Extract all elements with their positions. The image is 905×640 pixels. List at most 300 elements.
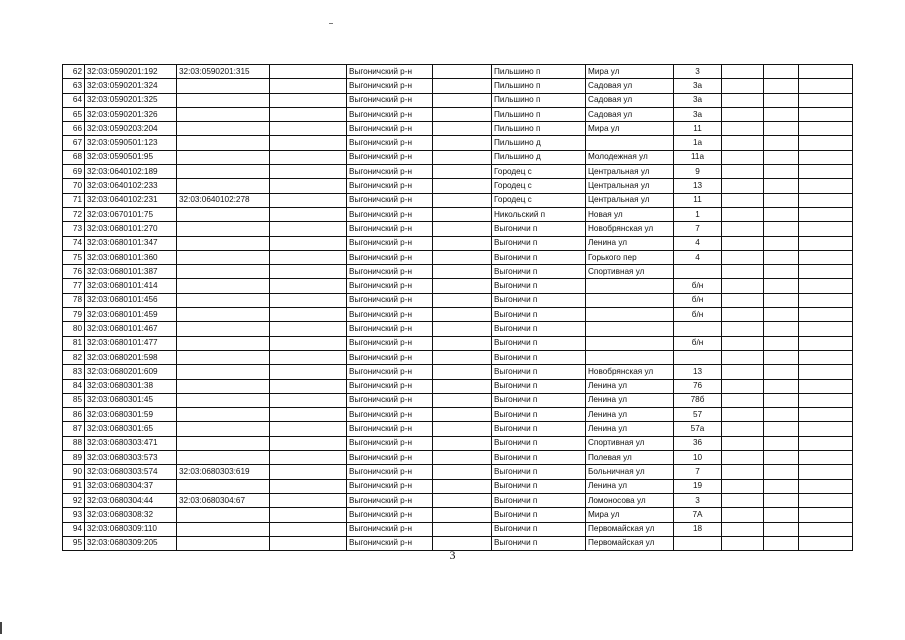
cadastral-number-linked: 32:03:0640102:278: [177, 193, 270, 207]
empty-cell: [722, 136, 764, 150]
empty-cell: [433, 150, 492, 164]
row-number: 79: [63, 308, 85, 322]
empty-cell: [764, 451, 799, 465]
empty-cell: [433, 493, 492, 507]
row-number: 90: [63, 465, 85, 479]
empty-cell: [722, 436, 764, 450]
cadastral-number-linked: [177, 350, 270, 364]
house-number: [674, 322, 722, 336]
house-number: б/н: [674, 308, 722, 322]
empty-cell: [433, 408, 492, 422]
empty-cell: [270, 308, 347, 322]
cadastral-number: 32:03:0670101:75: [85, 207, 177, 221]
cadastral-number-linked: [177, 222, 270, 236]
settlement-name: Выгоничи п: [492, 250, 586, 264]
property-table: [62, 64, 853, 551]
street-name: [586, 308, 674, 322]
empty-cell: [764, 250, 799, 264]
empty-cell: [799, 107, 853, 121]
settlement-name: Выгоничи п: [492, 536, 586, 550]
district-name: Выгоничский р-н: [347, 165, 433, 179]
settlement-name: Никольский п: [492, 207, 586, 221]
district-name: Выгоничский р-н: [347, 408, 433, 422]
table-row: [63, 65, 853, 79]
empty-cell: [764, 79, 799, 93]
empty-cell: [433, 236, 492, 250]
street-name: Спортивная ул: [586, 436, 674, 450]
settlement-name: Пильшино п: [492, 65, 586, 79]
empty-cell: [722, 508, 764, 522]
district-name: Выгоничский р-н: [347, 265, 433, 279]
empty-cell: [722, 207, 764, 221]
page-number: 3: [449, 548, 456, 562]
district-name: Выгоничский р-н: [347, 393, 433, 407]
empty-cell: [764, 322, 799, 336]
street-name: Ленина ул: [586, 236, 674, 250]
table-row: [63, 393, 853, 407]
empty-cell: [799, 393, 853, 407]
district-name: Выгоничский р-н: [347, 122, 433, 136]
street-name: [586, 336, 674, 350]
empty-cell: [270, 150, 347, 164]
row-number: 74: [63, 236, 85, 250]
empty-cell: [764, 179, 799, 193]
empty-cell: [799, 136, 853, 150]
table-row: [63, 493, 853, 507]
empty-cell: [764, 265, 799, 279]
settlement-name: Городец с: [492, 165, 586, 179]
cadastral-number-linked: [177, 322, 270, 336]
house-number: 4: [674, 250, 722, 264]
table-row: [63, 250, 853, 264]
row-number: 84: [63, 379, 85, 393]
settlement-name: Выгоничи п: [492, 479, 586, 493]
empty-cell: [799, 408, 853, 422]
cadastral-number-linked: [177, 122, 270, 136]
empty-cell: [270, 408, 347, 422]
table-body: [63, 65, 853, 551]
empty-cell: [722, 422, 764, 436]
row-number: 72: [63, 207, 85, 221]
empty-cell: [799, 350, 853, 364]
empty-cell: [722, 222, 764, 236]
street-name: Ленина ул: [586, 379, 674, 393]
empty-cell: [270, 451, 347, 465]
cadastral-number: 32:03:0680101:456: [85, 293, 177, 307]
cadastral-number-linked: [177, 408, 270, 422]
cadastral-number: 32:03:0680101:387: [85, 265, 177, 279]
cadastral-number-linked: [177, 107, 270, 121]
district-name: Выгоничский р-н: [347, 479, 433, 493]
street-name: [586, 279, 674, 293]
house-number: 7: [674, 465, 722, 479]
cadastral-number: 32:03:0680301:45: [85, 393, 177, 407]
settlement-name: Выгоничи п: [492, 508, 586, 522]
empty-cell: [722, 379, 764, 393]
cadastral-number-linked: [177, 279, 270, 293]
cadastral-number: 32:03:0680201:598: [85, 350, 177, 364]
empty-cell: [799, 65, 853, 79]
empty-cell: [433, 436, 492, 450]
cadastral-number-linked: [177, 479, 270, 493]
table-row: [63, 179, 853, 193]
district-name: Выгоничский р-н: [347, 207, 433, 221]
cadastral-number: 32:03:0640102:231: [85, 193, 177, 207]
empty-cell: [270, 79, 347, 93]
table-row: [63, 222, 853, 236]
empty-cell: [270, 493, 347, 507]
empty-cell: [764, 422, 799, 436]
cadastral-number: 32:03:0680101:459: [85, 308, 177, 322]
row-number: 70: [63, 179, 85, 193]
empty-cell: [722, 493, 764, 507]
row-number: 63: [63, 79, 85, 93]
cadastral-number: 32:03:0680303:471: [85, 436, 177, 450]
house-number: 11а: [674, 150, 722, 164]
table-row: [63, 479, 853, 493]
empty-cell: [799, 150, 853, 164]
cadastral-number-linked: [177, 93, 270, 107]
table-row: [63, 508, 853, 522]
empty-cell: [799, 222, 853, 236]
house-number: 19: [674, 479, 722, 493]
house-number: 78б: [674, 393, 722, 407]
empty-cell: [799, 336, 853, 350]
cadastral-number: 32:03:0680303:573: [85, 451, 177, 465]
cadastral-number-linked: [177, 179, 270, 193]
empty-cell: [764, 336, 799, 350]
empty-cell: [433, 65, 492, 79]
cadastral-number-linked: [177, 293, 270, 307]
district-name: Выгоничский р-н: [347, 65, 433, 79]
street-name: Новобрянская ул: [586, 222, 674, 236]
cadastral-number: 32:03:0680101:477: [85, 336, 177, 350]
table-row: [63, 236, 853, 250]
empty-cell: [764, 107, 799, 121]
street-name: Полевая ул: [586, 451, 674, 465]
table-row: [63, 165, 853, 179]
house-number: 3: [674, 65, 722, 79]
cadastral-number-linked: [177, 150, 270, 164]
table-row: [63, 150, 853, 164]
table-row: [63, 365, 853, 379]
empty-cell: [799, 322, 853, 336]
house-number: 76: [674, 379, 722, 393]
empty-cell: [799, 522, 853, 536]
settlement-name: Выгоничи п: [492, 279, 586, 293]
empty-cell: [433, 93, 492, 107]
empty-cell: [722, 293, 764, 307]
cadastral-number-linked: [177, 522, 270, 536]
empty-cell: [799, 93, 853, 107]
empty-cell: [764, 150, 799, 164]
district-name: Выгоничский р-н: [347, 193, 433, 207]
empty-cell: [799, 207, 853, 221]
cadastral-number: 32:03:0680301:38: [85, 379, 177, 393]
empty-cell: [722, 179, 764, 193]
district-name: Выгоничский р-н: [347, 536, 433, 550]
cadastral-number: 32:03:0590501:123: [85, 136, 177, 150]
cadastral-number: 32:03:0680309:110: [85, 522, 177, 536]
settlement-name: Выгоничи п: [492, 493, 586, 507]
empty-cell: [764, 279, 799, 293]
empty-cell: [270, 422, 347, 436]
empty-cell: [270, 222, 347, 236]
empty-cell: [270, 393, 347, 407]
empty-cell: [270, 136, 347, 150]
row-number: 71: [63, 193, 85, 207]
cadastral-number: 32:03:0680304:44: [85, 493, 177, 507]
empty-cell: [433, 465, 492, 479]
empty-cell: [433, 193, 492, 207]
table-row: [63, 193, 853, 207]
empty-cell: [722, 265, 764, 279]
house-number: 3а: [674, 107, 722, 121]
empty-cell: [433, 279, 492, 293]
empty-cell: [799, 122, 853, 136]
empty-cell: [433, 522, 492, 536]
house-number: [674, 265, 722, 279]
row-number: 83: [63, 365, 85, 379]
cadastral-number: 32:03:0590201:192: [85, 65, 177, 79]
empty-cell: [433, 136, 492, 150]
empty-cell: [799, 293, 853, 307]
street-name: Мира ул: [586, 508, 674, 522]
empty-cell: [722, 65, 764, 79]
empty-cell: [433, 336, 492, 350]
table-row: [63, 379, 853, 393]
cadastral-number-linked: [177, 165, 270, 179]
empty-cell: [270, 165, 347, 179]
table-row: [63, 279, 853, 293]
house-number: 3а: [674, 93, 722, 107]
empty-cell: [270, 522, 347, 536]
empty-cell: [764, 93, 799, 107]
street-name: [586, 322, 674, 336]
street-name: Первомайская ул: [586, 522, 674, 536]
cadastral-number: 32:03:0680101:467: [85, 322, 177, 336]
empty-cell: [764, 193, 799, 207]
empty-cell: [764, 207, 799, 221]
empty-cell: [764, 493, 799, 507]
cadastral-number-linked: [177, 336, 270, 350]
empty-cell: [433, 379, 492, 393]
empty-cell: [270, 322, 347, 336]
row-number: 62: [63, 65, 85, 79]
district-name: Выгоничский р-н: [347, 250, 433, 264]
cadastral-number: 32:03:0680309:205: [85, 536, 177, 550]
empty-cell: [433, 265, 492, 279]
cadastral-number: 32:03:0680301:65: [85, 422, 177, 436]
house-number: 13: [674, 365, 722, 379]
empty-cell: [270, 179, 347, 193]
table-row: [63, 107, 853, 121]
street-name: Новая ул: [586, 207, 674, 221]
empty-cell: [270, 379, 347, 393]
empty-cell: [764, 293, 799, 307]
street-name: Новобрянская ул: [586, 365, 674, 379]
empty-cell: [764, 508, 799, 522]
row-number: 86: [63, 408, 85, 422]
empty-cell: [722, 479, 764, 493]
settlement-name: Выгоничи п: [492, 379, 586, 393]
empty-cell: [799, 193, 853, 207]
empty-cell: [722, 150, 764, 164]
empty-cell: [799, 422, 853, 436]
settlement-name: Выгоничи п: [492, 408, 586, 422]
district-name: Выгоничский р-н: [347, 308, 433, 322]
street-name: Ленина ул: [586, 393, 674, 407]
table-row: [63, 136, 853, 150]
cadastral-number-linked: [177, 451, 270, 465]
row-number: 76: [63, 265, 85, 279]
district-name: Выгоничский р-н: [347, 422, 433, 436]
cadastral-number-linked: [177, 508, 270, 522]
settlement-name: Выгоничи п: [492, 222, 586, 236]
cadastral-number-linked: [177, 379, 270, 393]
empty-cell: [799, 279, 853, 293]
settlement-name: Выгоничи п: [492, 522, 586, 536]
empty-cell: [764, 122, 799, 136]
district-name: Выгоничский р-н: [347, 236, 433, 250]
settlement-name: Выгоничи п: [492, 422, 586, 436]
row-number: 80: [63, 322, 85, 336]
empty-cell: [270, 293, 347, 307]
row-number: 85: [63, 393, 85, 407]
table-row: [63, 408, 853, 422]
row-number: 95: [63, 536, 85, 550]
empty-cell: [722, 122, 764, 136]
settlement-name: Выгоничи п: [492, 265, 586, 279]
row-number: 64: [63, 93, 85, 107]
street-name: [586, 350, 674, 364]
scan-mark: [329, 23, 333, 24]
empty-cell: [722, 236, 764, 250]
empty-cell: [270, 250, 347, 264]
empty-cell: [270, 479, 347, 493]
empty-cell: [722, 522, 764, 536]
house-number: 7А: [674, 508, 722, 522]
empty-cell: [799, 493, 853, 507]
empty-cell: [799, 508, 853, 522]
empty-cell: [764, 379, 799, 393]
cadastral-number: 32:03:0590201:325: [85, 93, 177, 107]
street-name: Центральная ул: [586, 165, 674, 179]
cadastral-number-linked: [177, 436, 270, 450]
empty-cell: [764, 408, 799, 422]
settlement-name: Выгоничи п: [492, 465, 586, 479]
settlement-name: Выгоничи п: [492, 350, 586, 364]
street-name: Ленина ул: [586, 408, 674, 422]
district-name: Выгоничский р-н: [347, 508, 433, 522]
empty-cell: [764, 222, 799, 236]
empty-cell: [799, 179, 853, 193]
table-row: [63, 308, 853, 322]
empty-cell: [764, 365, 799, 379]
row-number: 75: [63, 250, 85, 264]
settlement-name: Выгоничи п: [492, 308, 586, 322]
cadastral-number: 32:03:0680101:270: [85, 222, 177, 236]
settlement-name: Пильшино п: [492, 122, 586, 136]
table-row: [63, 336, 853, 350]
empty-cell: [722, 408, 764, 422]
cadastral-number-linked: [177, 236, 270, 250]
street-name: Садовая ул: [586, 93, 674, 107]
empty-cell: [722, 350, 764, 364]
empty-cell: [270, 508, 347, 522]
table-row: [63, 522, 853, 536]
table-row: [63, 79, 853, 93]
empty-cell: [799, 236, 853, 250]
settlement-name: Выгоничи п: [492, 451, 586, 465]
district-name: Выгоничский р-н: [347, 465, 433, 479]
cadastral-number-linked: 32:03:0590201:315: [177, 65, 270, 79]
empty-cell: [270, 279, 347, 293]
empty-cell: [270, 193, 347, 207]
house-number: 36: [674, 436, 722, 450]
empty-cell: [764, 136, 799, 150]
empty-cell: [270, 436, 347, 450]
district-name: Выгоничский р-н: [347, 493, 433, 507]
street-name: Садовая ул: [586, 79, 674, 93]
empty-cell: [433, 422, 492, 436]
table-row: [63, 436, 853, 450]
district-name: Выгоничский р-н: [347, 93, 433, 107]
empty-cell: [799, 465, 853, 479]
empty-cell: [433, 350, 492, 364]
empty-cell: [433, 308, 492, 322]
street-name: Ленина ул: [586, 422, 674, 436]
empty-cell: [433, 79, 492, 93]
cadastral-number-linked: 32:03:0680304:67: [177, 493, 270, 507]
house-number: 1: [674, 207, 722, 221]
empty-cell: [270, 365, 347, 379]
empty-cell: [764, 236, 799, 250]
empty-cell: [764, 65, 799, 79]
row-number: 65: [63, 107, 85, 121]
settlement-name: Пильшино п: [492, 93, 586, 107]
house-number: 18: [674, 522, 722, 536]
settlement-name: Выгоничи п: [492, 393, 586, 407]
row-number: 82: [63, 350, 85, 364]
house-number: 57: [674, 408, 722, 422]
street-name: Горького пер: [586, 250, 674, 264]
row-number: 69: [63, 165, 85, 179]
district-name: Выгоничский р-н: [347, 179, 433, 193]
district-name: Выгоничский р-н: [347, 451, 433, 465]
empty-cell: [270, 207, 347, 221]
district-name: Выгоничский р-н: [347, 365, 433, 379]
district-name: Выгоничский р-н: [347, 293, 433, 307]
empty-cell: [799, 308, 853, 322]
empty-cell: [433, 293, 492, 307]
empty-cell: [722, 93, 764, 107]
settlement-name: Пильшино п: [492, 107, 586, 121]
empty-cell: [433, 222, 492, 236]
cadastral-number-linked: [177, 207, 270, 221]
empty-cell: [722, 107, 764, 121]
cadastral-number: 32:03:0680101:347: [85, 236, 177, 250]
street-name: Первомайская ул: [586, 536, 674, 550]
table-row: [63, 122, 853, 136]
district-name: Выгоничский р-н: [347, 279, 433, 293]
street-name: Садовая ул: [586, 107, 674, 121]
street-name: Центральная ул: [586, 193, 674, 207]
table-row: [63, 293, 853, 307]
empty-cell: [722, 451, 764, 465]
house-number: 13: [674, 179, 722, 193]
cadastral-number: 32:03:0680201:609: [85, 365, 177, 379]
